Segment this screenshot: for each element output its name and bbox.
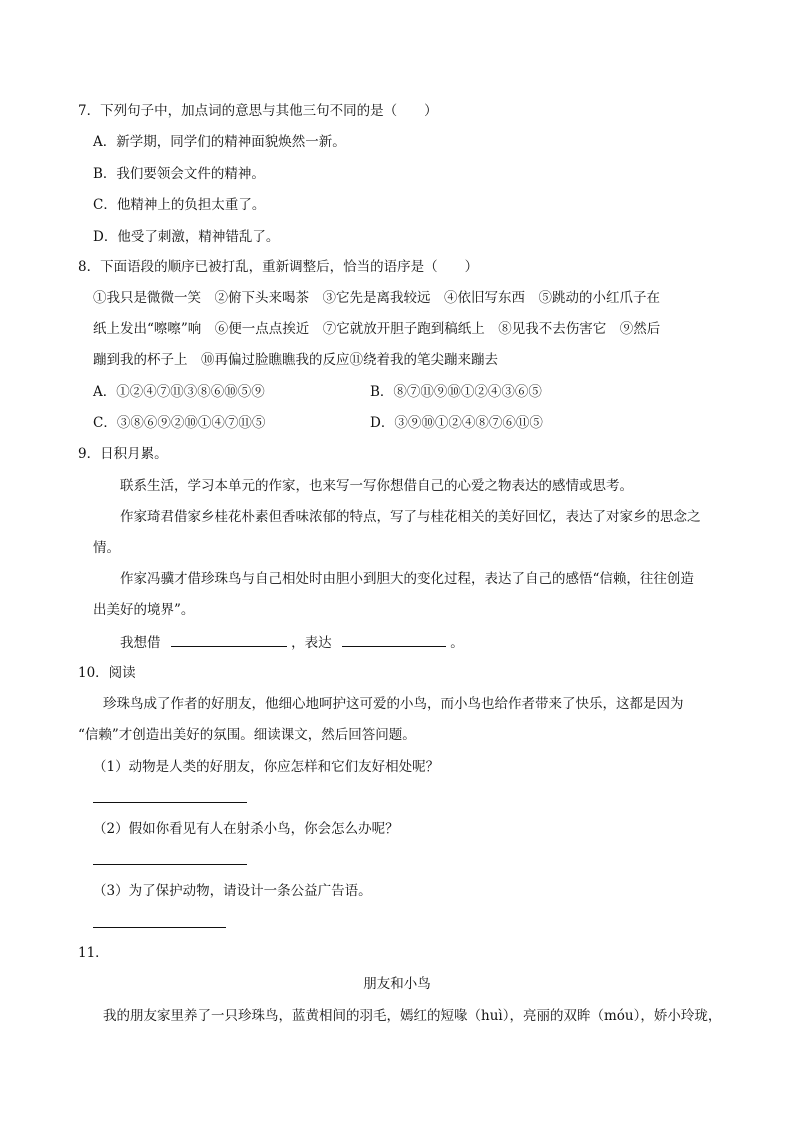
q8-option-b: B．⑧⑦⑪⑨⑩①②④③⑥⑤ bbox=[370, 384, 542, 400]
q9-blank-2[interactable] bbox=[342, 633, 446, 647]
q11-stem: 11． bbox=[78, 945, 109, 961]
q7-option-c: C．他精神上的负担太重了。 bbox=[93, 197, 266, 213]
q8-passage-line: ①我只是微微一笑 ②俯下头来喝茶 ③它先是离我较远 ④依旧写东西 ⑤跳动的小红爪子在 bbox=[93, 290, 660, 306]
q9-example-2: 作家冯骥才借珍珠鸟与自己相处时由胆小到胆大的变化过程，表达了自己的感悟“信赖，往往创造 bbox=[120, 571, 694, 587]
q7-option-b: B．我们要领会文件的精神。 bbox=[93, 166, 265, 182]
q7-option-a: A．新学期，同学们的精神面貌焕然一新。 bbox=[93, 134, 346, 150]
q10-answer-line-3[interactable] bbox=[93, 927, 226, 928]
q8-option-d: D．③⑨⑩①②④⑧⑦⑥⑪⑤ bbox=[370, 415, 543, 431]
q7-stem: 7．下列句子中，加点词的意思与其他三句不同的是（ ） bbox=[78, 103, 438, 119]
q8-stem: 8．下面语段的顺序已被打乱，重新调整后，恰当的语序是（ ） bbox=[78, 259, 479, 275]
q10-answer-line-1[interactable] bbox=[93, 802, 247, 803]
q9-stem: 9．日积月累。 bbox=[78, 446, 168, 462]
q8-passage-line: 蹦到我的杯子上 ⑩再偏过脸瞧瞧我的反应⑪绕着我的笔尖蹦来蹦去 bbox=[93, 352, 498, 368]
q10-intro: 珍珠鸟成了作者的好朋友，他细心地呵护这可爱的小鸟，而小鸟也给作者带来了快乐，这都是因为 bbox=[103, 696, 684, 712]
q10-question-1: （1）动物是人类的好朋友，你应怎样和它们友好相处呢？ bbox=[93, 759, 440, 775]
q8-passage-line: 纸上发出“嚓嚓”响 ⑥便一点点挨近 ⑦它就放开胆子跑到稿纸上 ⑧见我不去伤害它 ⑨然后 bbox=[93, 321, 661, 337]
q7-option-d: D．他受了刺激，精神错乱了。 bbox=[93, 229, 280, 245]
q9-example-1: 作家琦君借家乡桂花朴素但香味浓郁的特点，写了与桂花相关的美好回忆，表达了对家乡的思念之 bbox=[120, 509, 701, 525]
q9-fill-prefix: 我想借 bbox=[120, 635, 161, 651]
q9-fill-end: 。 bbox=[450, 635, 464, 651]
q10-question-3: （3）为了保护动物，请设计一条公益广告语。 bbox=[93, 883, 372, 899]
q8-option-c: C．③⑧⑥⑨②⑩①④⑦⑪⑤ bbox=[93, 415, 266, 431]
q10-intro-cont: “信赖”才创造出美好的氛围。细读课文，然后回答问题。 bbox=[78, 727, 416, 743]
q10-stem: 10．阅读 bbox=[78, 665, 136, 681]
q9-intro: 联系生活，学习本单元的作家，也来写一写你想借自己的心爱之物表达的感情或思考。 bbox=[120, 478, 633, 494]
q8-option-a: A．①②④⑦⑪③⑧⑥⑩⑤⑨ bbox=[93, 384, 265, 400]
q10-question-2: （2）假如你看见有人在射杀小鸟，你会怎么办呢？ bbox=[93, 821, 399, 837]
q9-fill-mid: ，表达 bbox=[291, 635, 332, 651]
q9-fill-line bbox=[120, 633, 464, 652]
q11-passage-title: 朋友和小鸟 bbox=[363, 976, 431, 992]
q9-example-1-cont: 情。 bbox=[93, 540, 120, 556]
q11-passage-line: 我的朋友家里养了一只珍珠鸟，蓝黄相间的羽毛，嫣红的短喙（huì），亮丽的双眸（móu），娇小玲珑， bbox=[103, 1008, 722, 1024]
q9-example-2-cont: 出美好的境界”。 bbox=[93, 602, 195, 618]
q9-blank-1[interactable] bbox=[171, 633, 287, 647]
q10-answer-line-2[interactable] bbox=[93, 864, 247, 865]
